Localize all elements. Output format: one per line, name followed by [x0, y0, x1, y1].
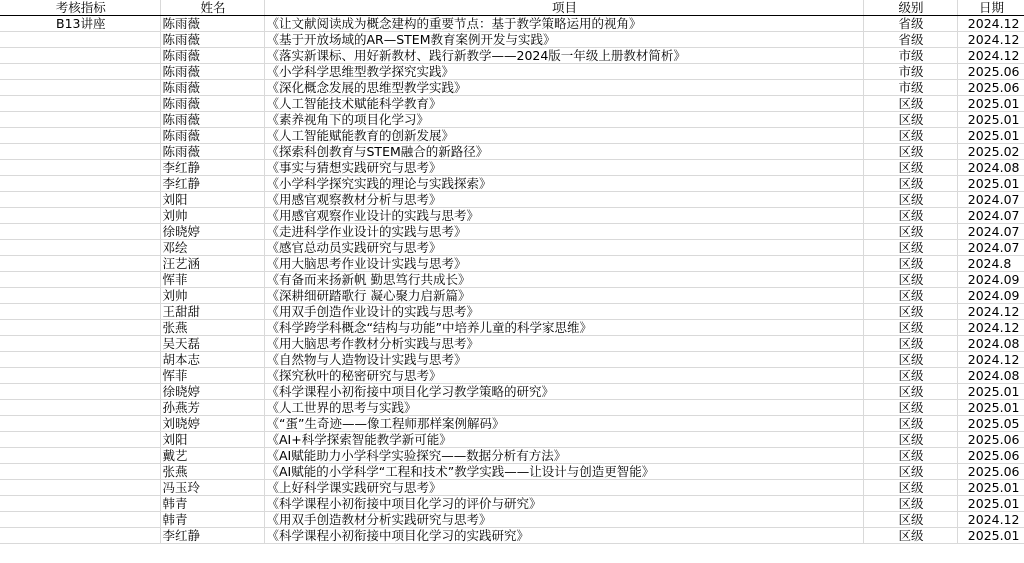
- table-row: [0, 320, 1024, 336]
- cell-level[interactable]: 区级: [863, 464, 957, 480]
- cell-level[interactable]: 区级: [863, 208, 957, 224]
- table-row: [0, 176, 1024, 192]
- cell-date[interactable]: 2025.01: [957, 480, 1024, 496]
- table-row: [0, 16, 1024, 32]
- cell-level[interactable]: 区级: [863, 112, 957, 128]
- cell-name[interactable]: 李红静: [160, 176, 264, 192]
- cell-name[interactable]: 刘晓婷: [160, 416, 264, 432]
- cell-name[interactable]: 陈雨薇: [160, 32, 264, 48]
- cell-date[interactable]: 2024.09: [957, 272, 1024, 288]
- cell-date[interactable]: 2024.08: [957, 160, 1024, 176]
- cell-level[interactable]: 区级: [863, 512, 957, 528]
- cell-date[interactable]: 2025.01: [957, 96, 1024, 112]
- cell-date[interactable]: 2025.06: [957, 448, 1024, 464]
- table-row: [0, 528, 1024, 544]
- cell-name[interactable]: 胡本志: [160, 352, 264, 368]
- table-row: [0, 160, 1024, 176]
- cell-name[interactable]: 陈雨薇: [160, 128, 264, 144]
- cell-indicator[interactable]: [0, 336, 160, 352]
- cell-date[interactable]: 2025.01: [957, 128, 1024, 144]
- cell-project[interactable]: 《“蛋”生奇迹——像工程师那样案例解码》: [264, 416, 863, 432]
- cell-project[interactable]: 《落实新课标、用好新教材、践行新教学——2024版一年级上册教材简析》: [264, 48, 863, 64]
- cell-date[interactable]: 2024.07: [957, 240, 1024, 256]
- header-project[interactable]: 项目: [264, 0, 863, 16]
- table-row: [0, 448, 1024, 464]
- cell-indicator[interactable]: [0, 144, 160, 160]
- cell-date[interactable]: 2024.12: [957, 304, 1024, 320]
- cell-level[interactable]: 区级: [863, 480, 957, 496]
- cell-date[interactable]: 2024.07: [957, 208, 1024, 224]
- cell-indicator[interactable]: [0, 224, 160, 240]
- header-date[interactable]: 日期: [957, 0, 1024, 16]
- cell-level[interactable]: 区级: [863, 224, 957, 240]
- table-row: [0, 496, 1024, 512]
- cell-indicator[interactable]: [0, 64, 160, 80]
- cell-project[interactable]: 《有备而来扬新帆 勤思笃行共成长》: [264, 272, 863, 288]
- cell-project[interactable]: 《用大脑思考作教材分析实践与思考》: [264, 336, 863, 352]
- cell-level[interactable]: 区级: [863, 144, 957, 160]
- cell-date[interactable]: 2024.12: [957, 352, 1024, 368]
- cell-level[interactable]: 区级: [863, 160, 957, 176]
- cell-project[interactable]: 《人工世界的思考与实践》: [264, 400, 863, 416]
- cell-date[interactable]: 2025.01: [957, 384, 1024, 400]
- cell-name[interactable]: 刘帅: [160, 288, 264, 304]
- cell-date[interactable]: 2024.08: [957, 368, 1024, 384]
- table-row: [0, 240, 1024, 256]
- cell-date[interactable]: 2025.06: [957, 80, 1024, 96]
- cell-date[interactable]: 2024.07: [957, 192, 1024, 208]
- cell-project[interactable]: 《科学课程小初衔接中项目化学习教学策略的研究》: [264, 384, 863, 400]
- cell-name[interactable]: 陈雨薇: [160, 112, 264, 128]
- table-row: [0, 384, 1024, 400]
- cell-level[interactable]: 区级: [863, 304, 957, 320]
- cell-date[interactable]: 2024.12: [957, 320, 1024, 336]
- table-row: [0, 352, 1024, 368]
- table-row: [0, 288, 1024, 304]
- cell-name[interactable]: 李红静: [160, 528, 264, 544]
- cell-level[interactable]: 区级: [863, 448, 957, 464]
- table-row: [0, 464, 1024, 480]
- cell-project[interactable]: 《人工智能技术赋能科学教育》: [264, 96, 863, 112]
- table-row: [0, 192, 1024, 208]
- table-row: [0, 208, 1024, 224]
- cell-project[interactable]: 《科学跨学科概念“结构与功能”中培养儿童的科学家思维》: [264, 320, 863, 336]
- cell-project[interactable]: 《自然物与人造物设计实践与思考》: [264, 352, 863, 368]
- cell-level[interactable]: 省级: [863, 32, 957, 48]
- cell-level[interactable]: 区级: [863, 384, 957, 400]
- cell-level[interactable]: 区级: [863, 192, 957, 208]
- cell-indicator[interactable]: [0, 32, 160, 48]
- cell-indicator[interactable]: [0, 448, 160, 464]
- cell-project[interactable]: 《AI赋能助力小学科学实验探究——数据分析有方法》: [264, 448, 863, 464]
- table-row: [0, 416, 1024, 432]
- table-row: [0, 480, 1024, 496]
- cell-date[interactable]: 2025.01: [957, 496, 1024, 512]
- cell-date[interactable]: 2025.01: [957, 112, 1024, 128]
- cell-level[interactable]: 区级: [863, 416, 957, 432]
- table-row: [0, 368, 1024, 384]
- cell-level[interactable]: 区级: [863, 96, 957, 112]
- cell-indicator[interactable]: [0, 48, 160, 64]
- table-row: [0, 128, 1024, 144]
- cell-indicator[interactable]: [0, 496, 160, 512]
- cell-name[interactable]: 刘阳: [160, 192, 264, 208]
- cell-name[interactable]: 张燕: [160, 464, 264, 480]
- cell-date[interactable]: 2025.02: [957, 144, 1024, 160]
- cell-project[interactable]: 《AI赋能的小学科学“工程和技术”教学实践——让设计与创造更智能》: [264, 464, 863, 480]
- header-name[interactable]: 姓名: [160, 0, 264, 16]
- cell-project[interactable]: 《人工智能赋能教育的创新发展》: [264, 128, 863, 144]
- cell-project[interactable]: 《科学课程小初衔接中项目化学习的实践研究》: [264, 528, 863, 544]
- cell-indicator[interactable]: [0, 160, 160, 176]
- table-row: [0, 224, 1024, 240]
- table-row: [0, 272, 1024, 288]
- cell-project[interactable]: 《素养视角下的项目化学习》: [264, 112, 863, 128]
- cell-indicator[interactable]: [0, 384, 160, 400]
- cell-indicator[interactable]: [0, 416, 160, 432]
- cell-project[interactable]: 《用感官观察教材分析与思考》: [264, 192, 863, 208]
- cell-name[interactable]: 陈雨薇: [160, 144, 264, 160]
- cell-level[interactable]: 区级: [863, 272, 957, 288]
- cell-project[interactable]: 《上好科学课实践研究与思考》: [264, 480, 863, 496]
- table-row: [0, 256, 1024, 272]
- cell-date[interactable]: 2024.08: [957, 336, 1024, 352]
- cell-project[interactable]: 《探索科创教育与STEM融合的新路径》: [264, 144, 863, 160]
- table-row: [0, 112, 1024, 128]
- cell-name[interactable]: 张燕: [160, 320, 264, 336]
- cell-name[interactable]: 恽菲: [160, 272, 264, 288]
- cell-project[interactable]: 《走进科学作业设计的实践与思考》: [264, 224, 863, 240]
- cell-name[interactable]: 韩青: [160, 512, 264, 528]
- cell-date[interactable]: 2024.12: [957, 16, 1024, 32]
- cell-name[interactable]: 汪艺涵: [160, 256, 264, 272]
- cell-indicator[interactable]: [0, 464, 160, 480]
- cell-indicator[interactable]: [0, 272, 160, 288]
- cell-indicator[interactable]: [0, 80, 160, 96]
- cell-project[interactable]: 《AI+科学探索智能教学新可能》: [264, 432, 863, 448]
- table-row: [0, 96, 1024, 112]
- table-row: [0, 432, 1024, 448]
- cell-level[interactable]: 区级: [863, 432, 957, 448]
- cell-level[interactable]: 区级: [863, 368, 957, 384]
- cell-date[interactable]: 2025.01: [957, 528, 1024, 544]
- cell-indicator[interactable]: [0, 208, 160, 224]
- cell-date[interactable]: 2025.05: [957, 416, 1024, 432]
- cell-project[interactable]: 《深化概念发展的思维型教学实践》: [264, 80, 863, 96]
- cell-level[interactable]: 区级: [863, 352, 957, 368]
- cell-level[interactable]: 省级: [863, 16, 957, 32]
- cell-indicator[interactable]: [0, 432, 160, 448]
- cell-date[interactable]: 2025.01: [957, 400, 1024, 416]
- cell-project[interactable]: 《探究秋叶的秘密研究与思考》: [264, 368, 863, 384]
- cell-indicator[interactable]: [0, 288, 160, 304]
- cell-project[interactable]: 《基于开放场域的AR—STEM教育案例开发与实践》: [264, 32, 863, 48]
- cell-date[interactable]: 2025.06: [957, 464, 1024, 480]
- cell-project[interactable]: 《科学课程小初衔接中项目化学习的评价与研究》: [264, 496, 863, 512]
- cell-indicator[interactable]: [0, 528, 160, 544]
- cell-level[interactable]: 市级: [863, 48, 957, 64]
- cell-date[interactable]: 2024.12: [957, 32, 1024, 48]
- cell-project[interactable]: 《感官总动员实践研究与思考》: [264, 240, 863, 256]
- cell-level[interactable]: 市级: [863, 64, 957, 80]
- cell-date[interactable]: 2024.12: [957, 512, 1024, 528]
- cell-level[interactable]: 区级: [863, 320, 957, 336]
- cell-name[interactable]: 王甜甜: [160, 304, 264, 320]
- cell-name[interactable]: 恽菲: [160, 368, 264, 384]
- cell-name[interactable]: 刘帅: [160, 208, 264, 224]
- header-level[interactable]: 级别: [863, 0, 957, 16]
- header-indicator[interactable]: 考核指标: [0, 0, 160, 16]
- cell-name[interactable]: 李红静: [160, 160, 264, 176]
- table-row: [0, 336, 1024, 352]
- cell-name[interactable]: 吴天磊: [160, 336, 264, 352]
- cell-project[interactable]: 《用大脑思考作业设计实践与思考》: [264, 256, 863, 272]
- cell-project[interactable]: 《小学科学探究实践的理论与实践探索》: [264, 176, 863, 192]
- cell-indicator[interactable]: [0, 304, 160, 320]
- cell-indicator[interactable]: [0, 368, 160, 384]
- cell-name[interactable]: 陈雨薇: [160, 96, 264, 112]
- cell-date[interactable]: 2025.06: [957, 64, 1024, 80]
- cell-level[interactable]: 区级: [863, 288, 957, 304]
- cell-date[interactable]: 2024.12: [957, 48, 1024, 64]
- cell-level[interactable]: 区级: [863, 496, 957, 512]
- table-row: [0, 48, 1024, 64]
- cell-project[interactable]: 《事实与猜想实践研究与思考》: [264, 160, 863, 176]
- cell-level[interactable]: 区级: [863, 400, 957, 416]
- cell-date[interactable]: 2024.8: [957, 256, 1024, 272]
- cell-name[interactable]: 陈雨薇: [160, 48, 264, 64]
- cell-indicator[interactable]: [0, 320, 160, 336]
- cell-name[interactable]: 徐晓婷: [160, 224, 264, 240]
- cell-indicator[interactable]: [0, 256, 160, 272]
- table-row: [0, 400, 1024, 416]
- cell-date[interactable]: 2025.06: [957, 432, 1024, 448]
- cell-name[interactable]: 陈雨薇: [160, 64, 264, 80]
- cell-project[interactable]: 《深耕细研踏歌行 凝心聚力启新篇》: [264, 288, 863, 304]
- header-row: [0, 0, 1024, 16]
- cell-indicator[interactable]: [0, 96, 160, 112]
- table-row: [0, 304, 1024, 320]
- cell-indicator[interactable]: [0, 240, 160, 256]
- table-row: [0, 80, 1024, 96]
- cell-indicator[interactable]: [0, 512, 160, 528]
- cell-date[interactable]: 2024.07: [957, 224, 1024, 240]
- cell-name[interactable]: 戴艺: [160, 448, 264, 464]
- cell-project[interactable]: 《用双手创造教材分析实践研究与思考》: [264, 512, 863, 528]
- cell-name[interactable]: 邓绘: [160, 240, 264, 256]
- table-row: [0, 144, 1024, 160]
- cell-name[interactable]: 徐晓婷: [160, 384, 264, 400]
- cell-project[interactable]: 《让文献阅读成为概念建构的重要节点：基于教学策略运用的视角》: [264, 16, 863, 32]
- cell-level[interactable]: 市级: [863, 80, 957, 96]
- cell-project[interactable]: 《用双手创造作业设计的实践与思考》: [264, 304, 863, 320]
- cell-name[interactable]: 韩青: [160, 496, 264, 512]
- cell-project[interactable]: 《用感官观察作业设计的实践与思考》: [264, 208, 863, 224]
- table-row: [0, 64, 1024, 80]
- cell-indicator[interactable]: [0, 400, 160, 416]
- cell-name[interactable]: 刘阳: [160, 432, 264, 448]
- cell-project[interactable]: 《小学科学思维型教学探究实践》: [264, 64, 863, 80]
- table-body: [0, 16, 1024, 544]
- cell-level[interactable]: 区级: [863, 336, 957, 352]
- cell-name[interactable]: 陈雨薇: [160, 80, 264, 96]
- cell-name[interactable]: 孙燕芳: [160, 400, 264, 416]
- cell-name[interactable]: 陈雨薇: [160, 16, 264, 32]
- cell-date[interactable]: 2025.01: [957, 176, 1024, 192]
- cell-indicator[interactable]: [0, 352, 160, 368]
- cell-level[interactable]: 区级: [863, 528, 957, 544]
- cell-indicator[interactable]: [0, 128, 160, 144]
- cell-level[interactable]: 区级: [863, 256, 957, 272]
- cell-indicator[interactable]: [0, 192, 160, 208]
- cell-indicator[interactable]: [0, 112, 160, 128]
- cell-level[interactable]: 区级: [863, 240, 957, 256]
- cell-level[interactable]: 区级: [863, 128, 957, 144]
- cell-indicator[interactable]: B13讲座: [0, 16, 160, 32]
- cell-indicator[interactable]: [0, 176, 160, 192]
- table-row: [0, 32, 1024, 48]
- cell-date[interactable]: 2024.09: [957, 288, 1024, 304]
- cell-name[interactable]: 冯玉玲: [160, 480, 264, 496]
- cell-level[interactable]: 区级: [863, 176, 957, 192]
- table-row: [0, 512, 1024, 528]
- cell-indicator[interactable]: [0, 480, 160, 496]
